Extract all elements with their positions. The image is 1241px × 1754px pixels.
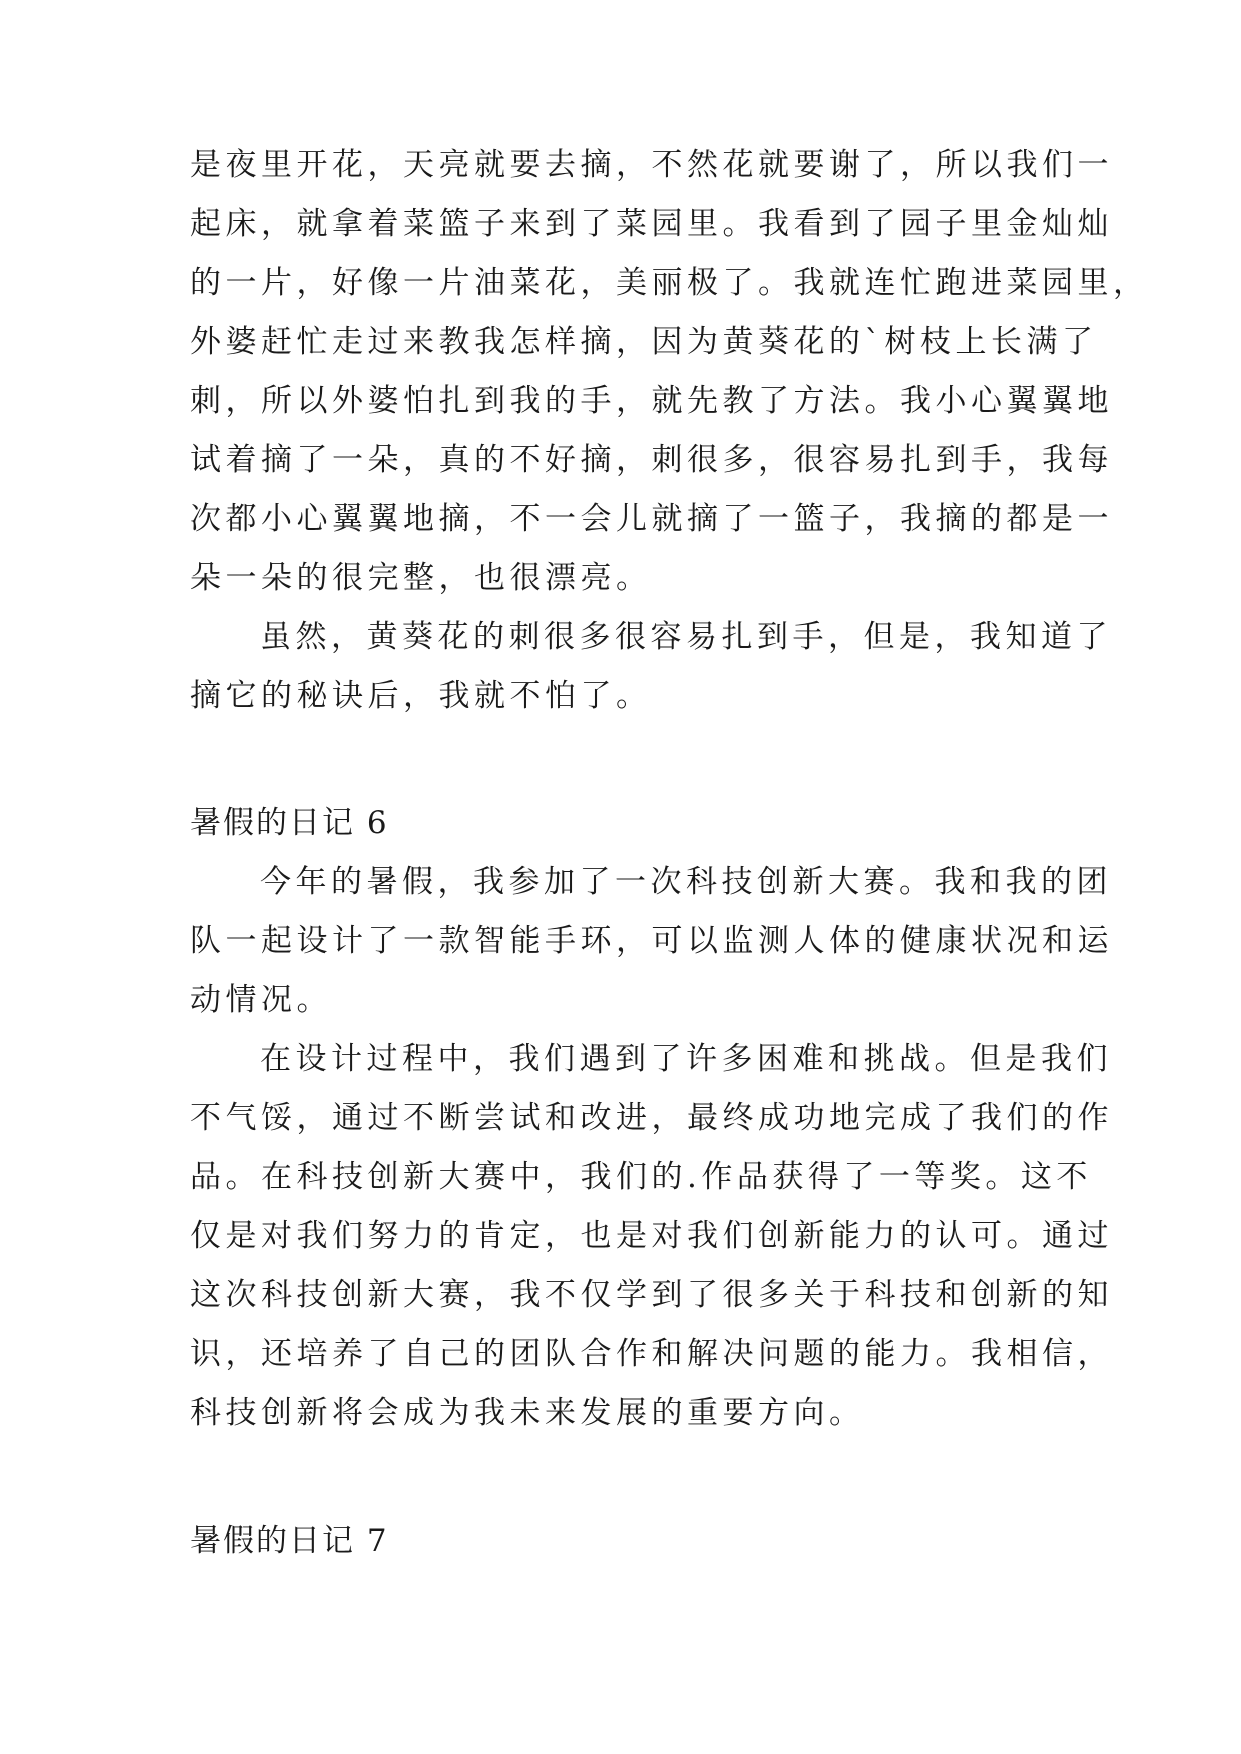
text-line: 朵一朵的很完整，也很漂亮。 [190, 560, 652, 596]
text-line: 仅是对我们努力的肯定，也是对我们创新能力的认可。通过 [190, 1218, 1113, 1254]
text-line: 不气馁，通过不断尝试和改进，最终成功地完成了我们的作 [190, 1100, 1113, 1136]
text-line: 次都小心翼翼地摘，不一会儿就摘了一篮子，我摘的都是一 [190, 501, 1113, 537]
text-line: 摘它的秘诀后，我就不怕了。 [190, 678, 652, 714]
text-line: 的一片，好像一片油菜花，美丽极了。我就连忙跑进菜园里， [190, 265, 1149, 301]
text-line: 今年的暑假，我参加了一次科技创新大赛。我和我的团 [260, 864, 1112, 900]
text-line: 虽然，黄葵花的刺很多很容易扎到手，但是，我知道了 [260, 619, 1112, 655]
text-line: 在设计过程中，我们遇到了许多困难和挑战。但是我们 [260, 1041, 1112, 1077]
text-line: 科技创新将会成为我未来发展的重要方向。 [190, 1395, 865, 1431]
text-line: 队一起设计了一款智能手环，可以监测人体的健康状况和运 [190, 923, 1113, 959]
diary-6-paragraph-1 [190, 853, 1113, 1030]
text-line: 品。在科技创新大赛中，我们的.作品获得了一等奖。这不 [190, 1159, 1092, 1195]
text-line: 外婆赶忙走过来教我怎样摘，因为黄葵花的`树枝上长满了 [190, 324, 1098, 360]
paragraph-continuation [190, 136, 1149, 608]
diary-6-paragraph-2 [190, 1030, 1113, 1443]
text-line: 动情况。 [190, 982, 332, 1018]
text-line: 起床，就拿着菜篮子来到了菜园里。我看到了园子里金灿灿 [190, 206, 1113, 242]
diary-6-title: 暑假的日记 6 [190, 805, 389, 841]
text-line: 这次科技创新大赛，我不仅学到了很多关于科技和创新的知 [190, 1277, 1113, 1313]
text-line: 识，还培养了自己的团队合作和解决问题的能力。我相信， [190, 1336, 1113, 1372]
text-line: 试着摘了一朵，真的不好摘，刺很多，很容易扎到手，我每 [190, 442, 1113, 478]
paragraph-conclusion [190, 608, 1112, 726]
diary-7-title: 暑假的日记 7 [190, 1523, 389, 1559]
text-line: 是夜里开花，天亮就要去摘，不然花就要谢了，所以我们一 [190, 147, 1113, 183]
text-line: 刺，所以外婆怕扎到我的手，就先教了方法。我小心翼翼地 [190, 383, 1113, 419]
